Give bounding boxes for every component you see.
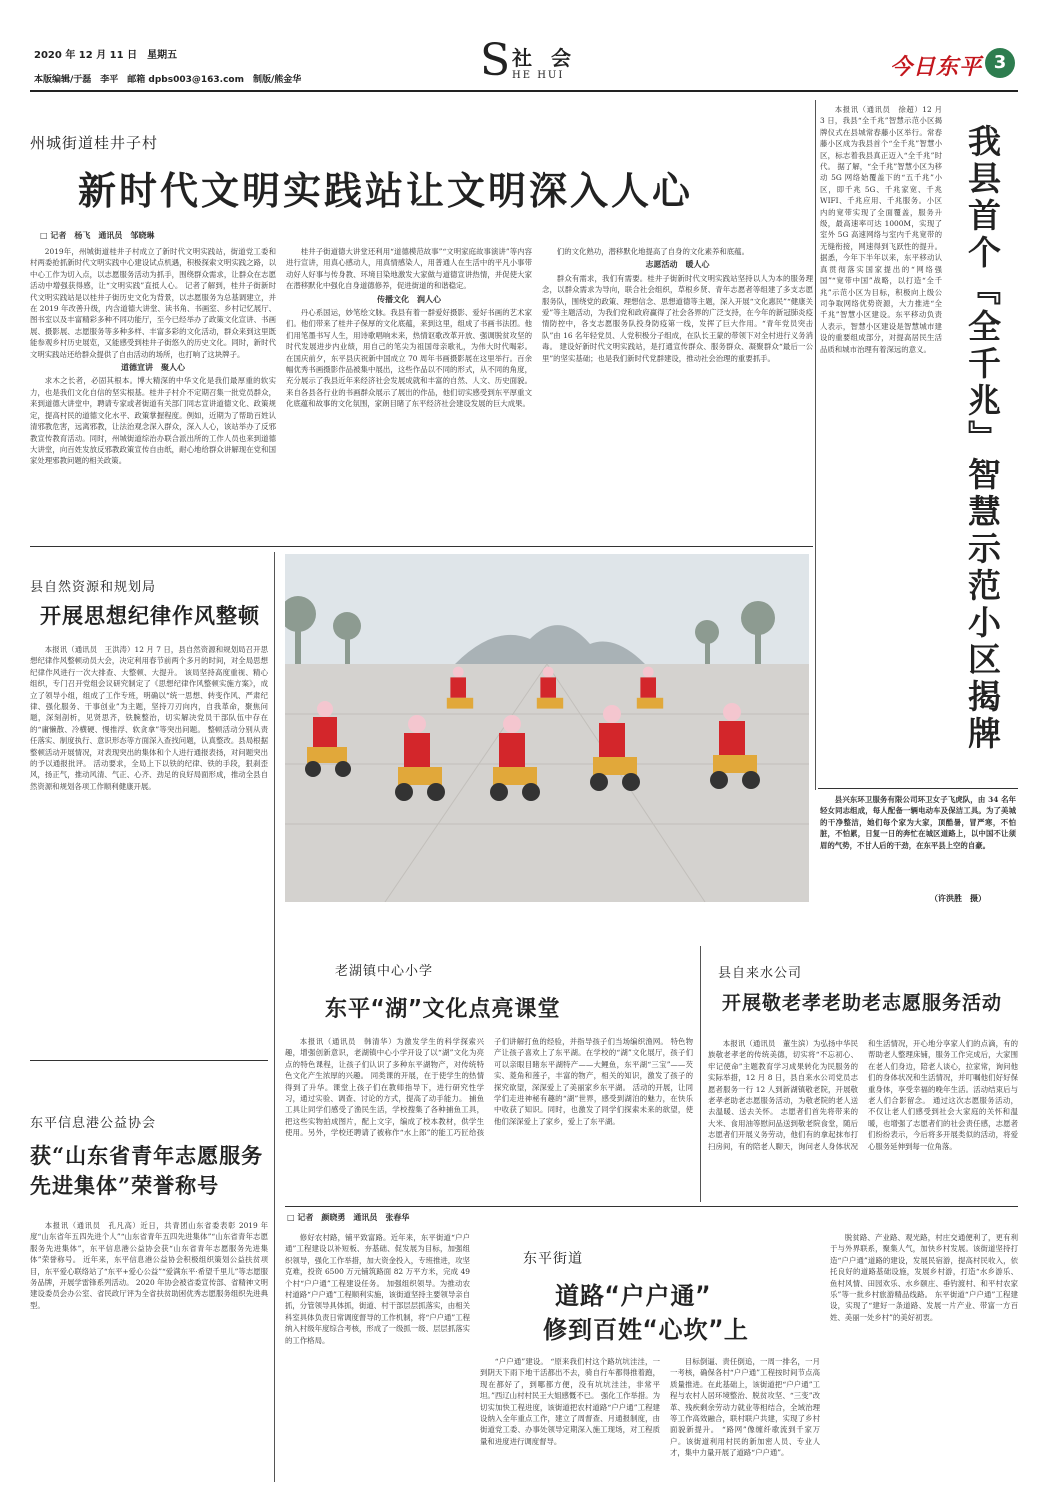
masthead-rule — [30, 90, 1018, 92]
bottom-byline: □ 记者 颜晓勇 通讯员 张春华 — [287, 1212, 410, 1222]
bottom-col2-text: “户户通”建设。 “原来我们村这个路坑坑洼洼，一到阴天下雨下地干活都出不去，骑自行车都得推着跑，现在都好了，到哪都方便，没有坑坑洼洼，非常平坦。”西辽山村村民王大姐感慨不已。 强化工作举措。为切实加快工程进度，该街道把农村道路“户户通”工程建设纳入全年重点工作，建立了周督查、月通报制度，由街道党工委、办事处领导定期深入施工现场，对工程质量和进度进行调度督导。 — [480, 1357, 660, 1446]
left1-bottom-rule — [30, 1060, 268, 1061]
bottom-story-top-rule — [285, 1206, 1018, 1207]
photo-credit: （许洪胜 摄） — [930, 893, 986, 903]
photo-scene — [285, 554, 809, 902]
caption-frame — [818, 788, 1018, 789]
lead-col3-text: 们的文化熟功，潜移默化地提高了自身的文化素养和底蕴。 — [556, 247, 749, 256]
mid2-text: 本报讯（通讯员 董生滨）为弘扬中华民族敬老孝老的传统美德，切实将“不忘初心、牢记使命”主题教育学习成果转化为民服务的实际举措，12 月 8 日，县自来水公司党员志愿者服务一行 12 人到新湖镇敬老院，开展敬老孝老助老志愿服务活动，为敬老院的老人送去温暖、送去关怀。 志愿者们首先将带来的大米、食用油等慰问品送到敬老院食堂，随后志愿者们开展义务劳动，他们有的拿起抹布打扫房间，有的陪老人聊天，询问老人身体状况和生活情况，开心地分享家人们的点滴，有的帮助老人整理床铺，服务工作完成后，大家围在老人们身边，陪老人谈心，拉家常，询问他们的身体状况和生活情况，并叮嘱他们好好保重身体，享受幸福的晚年生活。活动结束后与老人们合影留念。 通过这次志愿服务活动，不仅让老人们感受到社会大家庭的关怀和温暖，也增强了志愿者们的社会责任感，志愿者们纷纷表示，今后将多开展类似的活动，将爱心服务延伸到每一位角落。 — [708, 1039, 1018, 1151]
left2-body — [30, 1220, 268, 1482]
right-column-divider — [815, 100, 816, 790]
lead-subhead-2: 传播文化 润人心 — [377, 293, 441, 304]
page-number: 3 — [993, 52, 1007, 73]
paper-logo: 今日东平 — [890, 55, 983, 80]
mid2-body — [708, 1038, 1018, 1202]
left1-kicker: 县自然资源和规划局 — [30, 580, 157, 595]
bottom-column-4 — [830, 1232, 1018, 1486]
middle-divider — [700, 946, 701, 1202]
news-photo — [285, 554, 809, 902]
lead-byline: □ 记者 杨飞 通讯员 邹晓琳 — [40, 230, 155, 240]
photo-caption-box — [820, 794, 1016, 890]
lead-col1b-text: 求木之长者，必固其根本。博大精深的中华文化是我们最厚重的软实力，也是我们文化自信的坚实根基。桂井子村介不定期召集一批党员群众，来到道德大讲堂中，聘请专家或者街道有关部门同志宣讲道德文化、政策规定，提高村民的道德文化水平、政策掌握程度。例如，近期为了帮助百姓认清邪教危害，远离邪教，让法治观念深入群众，深入人心，该站举办了反邪教宣传教育活动。同时，州城街道综治办联合派出所的工作人员也来到道德大讲堂，向百姓发放反邪教政策宣传自由纸，耐心地给群众讲解现在党和国家处理邪教问题的相关政策。 — [30, 376, 276, 466]
lead-subhead-1: 道德宣讲 聚人心 — [121, 362, 185, 373]
lead-story — [30, 98, 813, 538]
left-story-2 — [30, 1064, 268, 1484]
issue-date: 2020 年 12 月 11 日 星期五 — [34, 50, 178, 61]
bottom-col3-text: 目标倒逼、责任倒追，一周一排名，一月一考核，确保各村“户户通”工程按时间节点高质量推进。在此基础上，该街道把“户户通”工程与农村人居环境整治、脱贫攻坚、“三变”改革、残疾剩余劳动力就业等相结合，全域治理等工作高效融合，联村联户共建，实现了乡村面貌新提升。 “路网”像缠纤歌流到千家万户。该街道利用村民的新加密人员、专业人才，集中力量开展了道路“户户通”。 — [670, 1357, 820, 1458]
left2-text: 本报讯（通讯员 孔凡高）近日，共青团山东省委表彰 2019 年度“山东省年五四先进个人”“山东省青年五四先进集体”“山东省青年志愿服务先进集体”，东平信息港公益协会获“山东省青年志愿服务先进集体”荣誉称号。 近年来，东平信息港公益协会积极组织策划公益扶贫项目，东平爱心联络站了“东平+爱心公益”“爱满东平·希望千里儿”等志愿服务品牌，开展学雷锋系列活动。 2020 年协会被省委宣传部、省精神文明建设委员会办公室、省民政厅评为全省扶贫助困优秀志愿服务组织先进典型。 — [30, 1221, 268, 1310]
bottom-col4-text: 脱贫路、产业路、观光路，村庄交通便利了，更有利于与外界联系，聚集人气，加快乡村发展。该街道坚持打造“户户通”道路的建设，发展民宿游，提高村民收入，依托良好的道路基础设施，发展乡村游，打造“水乡游乐、鱼村风情、田园欢乐、水乡颐庄、垂钓渡村、和平村农家乐”等一批乡村旅游精品线路。 东平街道“户户通”工程建设，实现了“建好一条道路、发展一片产业、带富一方百姓、美丽一处乡村”的美好初衷。 — [830, 1233, 1018, 1322]
bottom-headline-line2: 修到百姓“心坎”上 — [543, 1316, 749, 1344]
middle-story-2 — [708, 910, 1018, 1202]
mid1-text: 本报讯（通讯员 韩清华）为激发学生的科学探索兴趣，增强创新意识，老湖镇中心小学开设了以“湖”文化为亮点的特色课程，让孩子们认识了多种东平湖物产，对传统特色文化产生浓厚的兴趣。 同类课的开展，在于使学生的热情得到了升华。课堂上孩子们在教师指导下，进行研究性学习，通过实验、调查、讨论的方式，提高了动手能力。 捕鱼工具让同学们感受了渔民生活，学校搜集了各种捕鱼工具，把这些实物拍成图片，配上文字，编成了校本教材，供学生使用。另外，学校还聘请了被称作“水上郎”的能工巧匠给孩子们讲解打鱼的经验，并指导孩子们当场编织渔网。 特色物产让孩子喜欢上了东平湖。在学校的“湖”文化展厅，孩子们可以亲眼目睹东平湖特产——大鲤鱼，东平湖“三宝”——芡实、菱角和莲子，丰富的物产，相关的知识，激发了孩子的探究欲望，深深爱上了美丽家乡东平湖。 活动的开展，让同学们走进神秘有趣的“湖”世界，感受到湖泊的魅力，在快乐中收获了知识。同时，也激发了同学们探索未来的欲望，使他们深深爱上了家乡，爱上了东平湖。 — [285, 1037, 693, 1138]
mid1-headline: 东平“湖”文化点亮课堂 — [325, 997, 561, 1022]
bottom-col1-text: 修好农村路，铺平致富路。近年来，东平街道“户户通”工程建设以补短板、夯基础、促发展为目标，加强组织领导，强化工作举措，加大资金投入，专班推进，攻坚克难，投资 6500 万元铺筑路面 82 万平方米，完成 49 个村“户户通”工程建设任务。 加强组织领导。为推动农村道路“户户通”工程顺利实施，该街道坚持主要领导亲自抓，分管领导具体抓，街道、村干部层层抓落实，由相关科室具体负责日常调度督导的工作机制，将“户户通”工程纳入村级年度综合考核，形成了一级抓一级、层层抓落实的工作格局。 — [285, 1233, 470, 1345]
bottom-kicker: 东平街道 — [523, 1251, 583, 1267]
right-story-body — [820, 104, 942, 784]
right-story — [820, 104, 1020, 784]
bottom-headline-line1: 道路“户户通” — [555, 1282, 711, 1310]
lead-kicker: 州城街道桂井子村 — [30, 134, 159, 152]
mid2-kicker: 县自来水公司 — [718, 966, 803, 981]
mid2-headline: 开展敬老孝老助老志愿服务活动 — [722, 992, 1003, 1014]
mid1-kicker: 老湖镇中心小学 — [335, 964, 434, 979]
masthead — [0, 0, 1048, 96]
left2-headline-line2: 先进集体”荣誉称号 — [30, 1173, 220, 1198]
lead-subhead-3: 志愿活动 暖人心 — [645, 259, 710, 270]
lead-col2-text: 桂井子街道德大讲堂还利用“道德模范故事”“文明家庭故事演讲”等内容进行宣讲，用真心感动人，用真情感染人，用普通人在生活中的平凡小事带动好人好事与传身教、环境目染地激发大家做与道德宣讲热情，并促使大家在潜移默化中强化自身道德修养，促进街道的和谐稳定。 — [286, 247, 532, 291]
lead-column-1 — [30, 246, 276, 538]
right-story-text: 本报讯（通讯员 徐超）12 月 3 日，我县“全千兆”智慧示范小区揭牌仪式在县城常春藤小区举行。常春藤小区成为我县首个“全千兆”智慧小区，标志着我县真正迈入“全千兆”时代。 据了解，“全千兆”智慧小区为移动 5G 网络始覆盖下的“五千兆”小区，即千兆 5G、千兆家宽、千兆 WIFI、千兆应用、千兆服务。小区内的宽带实现了全面覆盖，服务升级，最高速率可达 1000M，实现了室外 5G 高速网络与室内千兆宽带的无缝衔接，网速得到飞跃性的提升。 据悉，今年下半年以来，东平移动认真贯彻落实国家提出的“网络强国”“宽带中国”战略，以打造“全千兆”示范小区为目标，积极向上级公司争取网络优势资源，大力推进“全千兆”智慧小区建设。东平移动负责人表示，智慧小区建设是智慧城市建设的重要组成部分，对提高居民生活品质和城市治理有着深远的意义。 — [820, 105, 942, 354]
bottom-story — [285, 1210, 1018, 1488]
bottom-column-2 — [480, 1356, 660, 1486]
bottom-column-1 — [285, 1232, 470, 1486]
section-letter: S — [480, 35, 511, 86]
lead-bottom-rule — [30, 546, 813, 547]
lead-headline: 新时代文明实践站让文明深入人心 — [78, 168, 694, 213]
photo-caption: 县兴东环卫服务有限公司环卫女子飞虎队，由 34 名年轻女同志组成，每人配备一辆电动车及保洁工具。为了美城的干净整洁，她们每个家为大家，顶酷暑，冒严寒，不怕脏，不怕累，日复一日的奔忙在城区道路上，以中国不让须眉的气势，不甘人后的干劲，在东平县上空的自豪。 — [820, 795, 1016, 850]
lead-column-3 — [542, 246, 813, 538]
left-story-1 — [30, 554, 268, 1054]
section-pinyin: HE HUI — [512, 70, 565, 81]
lead-col1-text: 2019年，州城街道桂井子村成立了新时代文明实践站，街道党工委和村两委抢抓新时代文明实践中心建设试点机遇，积极探索文明实践之路，以中心工作为切入点，以志愿服务活动为抓手，围绕群众需求，让群众在志愿活动中增强获得感，让“文明实践”直抵人心。 记者了解到，桂井子街新时代文明实践站是以桂井子街历史文化为背景，以志愿服务为总基调建立，并在 2019 年改善升级，内含道德大讲堂、读书角、书画室、乡村记忆展厅、图书室以及丰富精彩多种不同功能厅，至今已经举办了政策文化宣讲、书画展、摄影展、志愿服务等多种多样、丰富多彩的文化活动，群众来到这里既能参观乡村历史展览，又能感受到桂井子街悠久的历史文化。同时，新时代文明实践站还给群众提供了自由活动的场所，也打响了这块牌子。 — [30, 247, 276, 359]
left1-text: 本报讯（通讯员 王洪涛）12 月 7 日，县自然资源和规划局召开思想纪律作风整顿动员大会，决定利用春节前两个多月的时间，对全局思想纪律作风进行一次大排查、大整顿、大提升。 该局坚持高度重视、精心组织，专门召开党组会议研究制定了《思想纪律作风整顿实施方案》，成立了领导小组，组成了工作专班，明确以“统一思想、转变作风、严肃纪律、强化服务、干事创业”为主题，坚持刀刃向内，自我革命，聚焦问题，深刻剖析，见贤思齐，铁腕整治，切实解决党员干部队伍中存在的“庸懒散、冷横硬、慢推浮、软贪拿”等突出问题。 整顿活动分别从责任落实、制度执行、意识形态等方面深入查找问题，认真整改。县局根据整顿活动开展情况，对表现突出的集体和个人进行通报表扬，对问题突出的予以通报批评。 活动要求，全局上下以铁的纪律、铁的手段，狠刹歪风，扬正气，推动风清、气正、心齐、劲足的良好局面形成，推动全县自然资源和规划各项工作顺利健康开展。 — [30, 645, 268, 791]
mid1-body — [285, 1036, 693, 1202]
lead-column-2 — [286, 246, 532, 538]
staff-credits: 本版编辑/于磊 李平 邮箱 dpbs003@163.com 制版/熊金华 — [34, 75, 302, 85]
section-title: 社 会 — [512, 46, 577, 70]
middle-story-1 — [285, 910, 693, 1202]
lead-col3b-text: 群众有需求，我们有需要。桂井子街新时代文明实践站坚持以人为本的服务理念，以群众需求为导向，联合社会组织，草根乡贤、青年志愿者等组建了多支志愿服务队，围绕党的政策、理想信念、思想道德等主题，深入开展“文化惠民”“健康关爱”等主题活动，为我们党和政府赢得了社会各界的广泛支持，在今年的新冠肺炎疫情防控中，各支志愿服务队投身防疫第一线，发挥了巨大作用。“青年党员突击队”由 16 名年轻党员、人党积极分子组成，在队长王蒙的带领下对全村进行义务消毒。 建设好新时代文明实践站，是打通宣传群众、服务群众、凝聚群众“最后一公里”的坚实基础；也是我们新时代党群建设，推动社会治理的重要抓手。 — [542, 273, 813, 363]
lead-col2b-text: 丹心系国运，妙笔绘文脉。我县有着一群爱好摄影、爱好书画的艺术家们。他们带来了桂井子保厚的文化底蕴，来到这里，组成了书画书法团。他们用笔墨书写人生，用诗歌唱响未来，热情讴歌改革开放、强调脱贫攻坚的时代发展进步内业绩，用自己的笔尖为祖国母亲歌礼，为伟大时代喝彩。 在国庆前夕，东平县庆祝新中国成立 70 周年书画摄影展在这里举行。百余幅优秀书画摄影作品被集中展出，这些作品以不同的形式，从不同的角度，充分展示了我县近年来经济社会发展成就和丰富的自然、人文、历史面貌。来自各县各行业的书画群众展示了展出的作品，他们切实感受到东平厚重文化底蕴和故事的文化氛围，家朗目睹了东平经济社会建设发展的巨大成果。 — [286, 308, 532, 409]
left-column-divider — [274, 552, 275, 1482]
bottom-column-3 — [670, 1356, 820, 1486]
left1-headline: 开展思想纪律作风整顿 — [40, 603, 260, 628]
page-number-badge — [985, 48, 1015, 78]
left2-kicker: 东平信息港公益协会 — [30, 1116, 157, 1131]
right-story-headline: 我县首个『全千兆』智慧示范小区揭牌 — [963, 124, 1002, 753]
left2-headline-line1: 获“山东省青年志愿服务 — [30, 1143, 264, 1168]
left1-body — [30, 644, 268, 1048]
